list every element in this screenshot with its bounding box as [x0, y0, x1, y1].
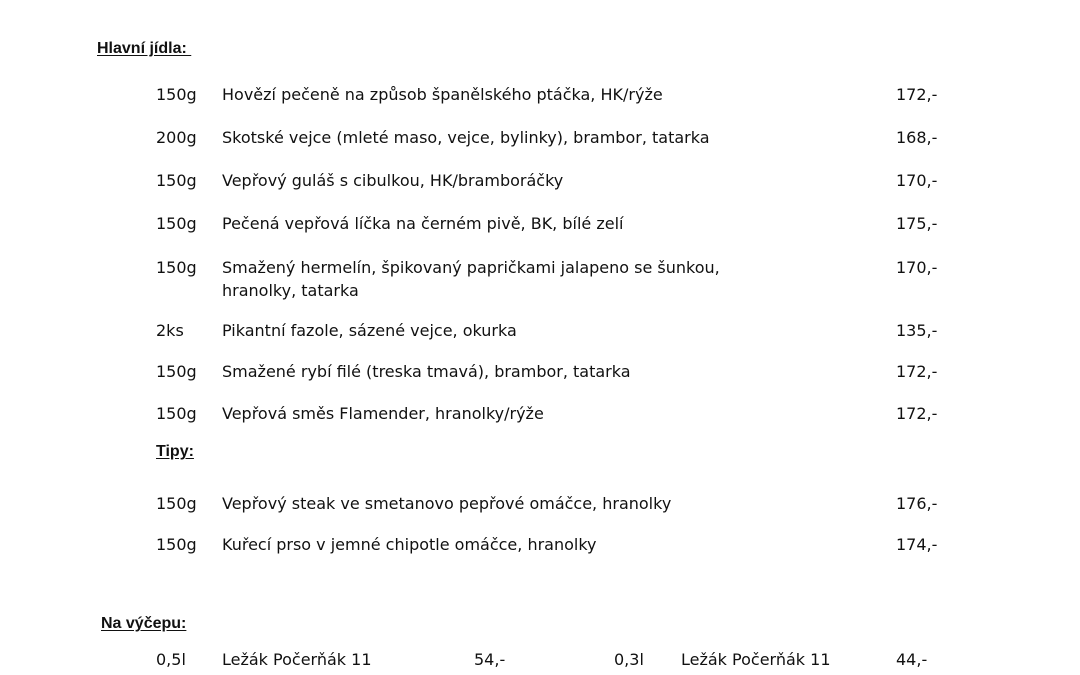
- item-name: Vepřová směs Flamender, hranolky/rýže: [222, 404, 544, 423]
- item-name: Vepřový guláš s cibulkou, HK/bramboráčky: [222, 171, 564, 190]
- item-weight: 150g: [156, 362, 197, 381]
- item-weight: 150g: [156, 535, 197, 554]
- item-name: Pečená vepřová líčka na černém pivě, BK, bílé zelí: [222, 214, 624, 233]
- item-name: Pikantní fazole, sázené vejce, okurka: [222, 321, 517, 340]
- item-weight: 2ks: [156, 321, 184, 340]
- tap-beer-name: Ležák Počerňák 11: [222, 650, 372, 669]
- item-name: Hovězí pečeně na způsob španělského ptáčka, HK/rýže: [222, 85, 663, 104]
- tap-beer-name: Ležák Počerňák 11: [681, 650, 831, 669]
- item-price: 172,-: [896, 362, 938, 381]
- item-price: 175,-: [896, 214, 938, 233]
- item-name: Kuřecí prso v jemné chipotle omáčce, hranolky: [222, 535, 597, 554]
- item-weight: 150g: [156, 214, 197, 233]
- main-dishes-heading: Hlavní jídla:: [97, 40, 192, 57]
- item-weight: 150g: [156, 171, 197, 190]
- item-name: Smažený hermelín, špikovaný papričkami jalapeno se šunkou, hranolky, tatarka: [222, 258, 720, 300]
- item-price: 170,-: [896, 258, 938, 277]
- tap-price: 54,-: [474, 650, 506, 669]
- item-price: 170,-: [896, 171, 938, 190]
- on-tap-heading: Na výčepu:: [101, 615, 187, 632]
- tap-volume: 0,3l: [614, 650, 644, 669]
- item-weight: 200g: [156, 128, 197, 147]
- item-weight: 150g: [156, 85, 197, 104]
- item-price: 135,-: [896, 321, 938, 340]
- tap-volume: 0,5l: [156, 650, 186, 669]
- item-weight: 150g: [156, 258, 197, 277]
- item-weight: 150g: [156, 494, 197, 513]
- item-price: 172,-: [896, 404, 938, 423]
- item-price: 168,-: [896, 128, 938, 147]
- item-weight: 150g: [156, 404, 197, 423]
- item-price: 172,-: [896, 85, 938, 104]
- tap-price: 44,-: [896, 650, 928, 669]
- item-price: 176,-: [896, 494, 938, 513]
- item-name: Smažené rybí filé (treska tmavá), brambor, tatarka: [222, 362, 631, 381]
- item-price: 174,-: [896, 535, 938, 554]
- item-name: Vepřový steak ve smetanovo pepřové omáčce, hranolky: [222, 494, 672, 513]
- tips-heading: Tipy:: [156, 443, 194, 460]
- item-name: Skotské vejce (mleté maso, vejce, bylinky), brambor, tatarka: [222, 128, 710, 147]
